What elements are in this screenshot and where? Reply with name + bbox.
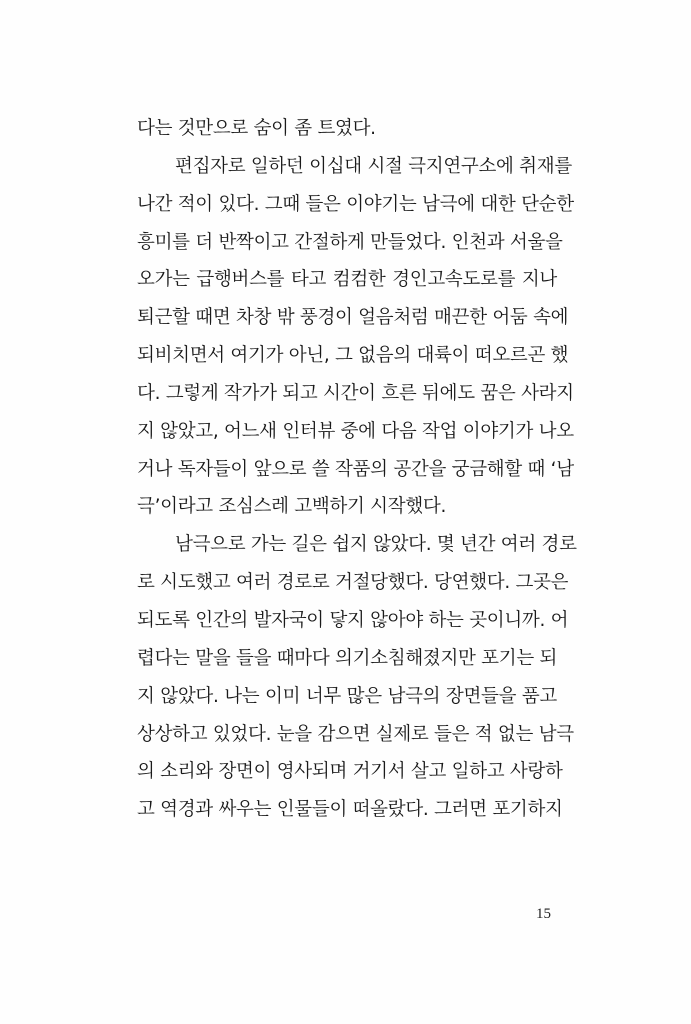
- text-line: 나간 적이 있다. 그때 들은 이야기는 남극에 대한 단순한: [137, 193, 574, 215]
- text-line: 오가는 급행버스를 타고 컴컴한 경인고속도로를 지나: [137, 269, 557, 291]
- text-line: 극’이라고 조심스레 고백하기 시작했다.: [137, 496, 447, 518]
- text-line: 거나 독자들이 앞으로 쓸 작품의 공간을 궁금해할 때 ‘남: [137, 458, 574, 480]
- page-number: 15: [536, 906, 551, 922]
- text-line: 로 시도했고 여러 경로로 거절당했다. 당연했다. 그곳은: [137, 572, 569, 594]
- text-line: 고 역경과 싸우는 인물들이 떠올랐다. 그러면 포기하지: [137, 799, 563, 821]
- body-text: [137, 110, 577, 829]
- text-line: 상상하고 있었다. 눈을 감으면 실제로 들은 적 없는 남극: [137, 723, 574, 745]
- text-line: 다는 것만으로 숨이 좀 트였다.: [137, 118, 376, 139]
- text-line: 렵다는 말을 들을 때마다 의기소침해졌지만 포기는 되: [137, 647, 558, 669]
- text-line: 지 않았다. 나는 이미 너무 많은 남극의 장면들을 품고: [137, 685, 557, 707]
- text-line: 편집자로 일하던 이십대 시절 극지연구소에 취재를: [175, 155, 572, 177]
- text-line: 되도록 인간의 발자국이 닿지 않아야 하는 곳이니까. 어: [137, 609, 569, 631]
- text-line: 퇴근할 때면 차창 밖 풍경이 얼음처럼 매끈한 어둠 속에: [137, 307, 569, 329]
- text-line: 의 소리와 장면이 영사되며 거기서 살고 일하고 사랑하: [137, 761, 563, 783]
- text-line: 지 않았고, 어느새 인터뷰 중에 다음 작업 이야기가 나오: [137, 420, 574, 442]
- text-line: 되비치면서 여기가 아닌, 그 없음의 대륙이 떠오르곤 했: [137, 345, 569, 367]
- text-line: 다. 그렇게 작가가 되고 시간이 흐른 뒤에도 꿈은 사라지: [137, 382, 574, 404]
- text-line: 흥미를 더 반짝이고 간절하게 만들었다. 인천과 서울을: [137, 231, 563, 253]
- text-line: 남극으로 가는 길은 쉽지 않았다. 몇 년간 여러 경로: [175, 534, 577, 556]
